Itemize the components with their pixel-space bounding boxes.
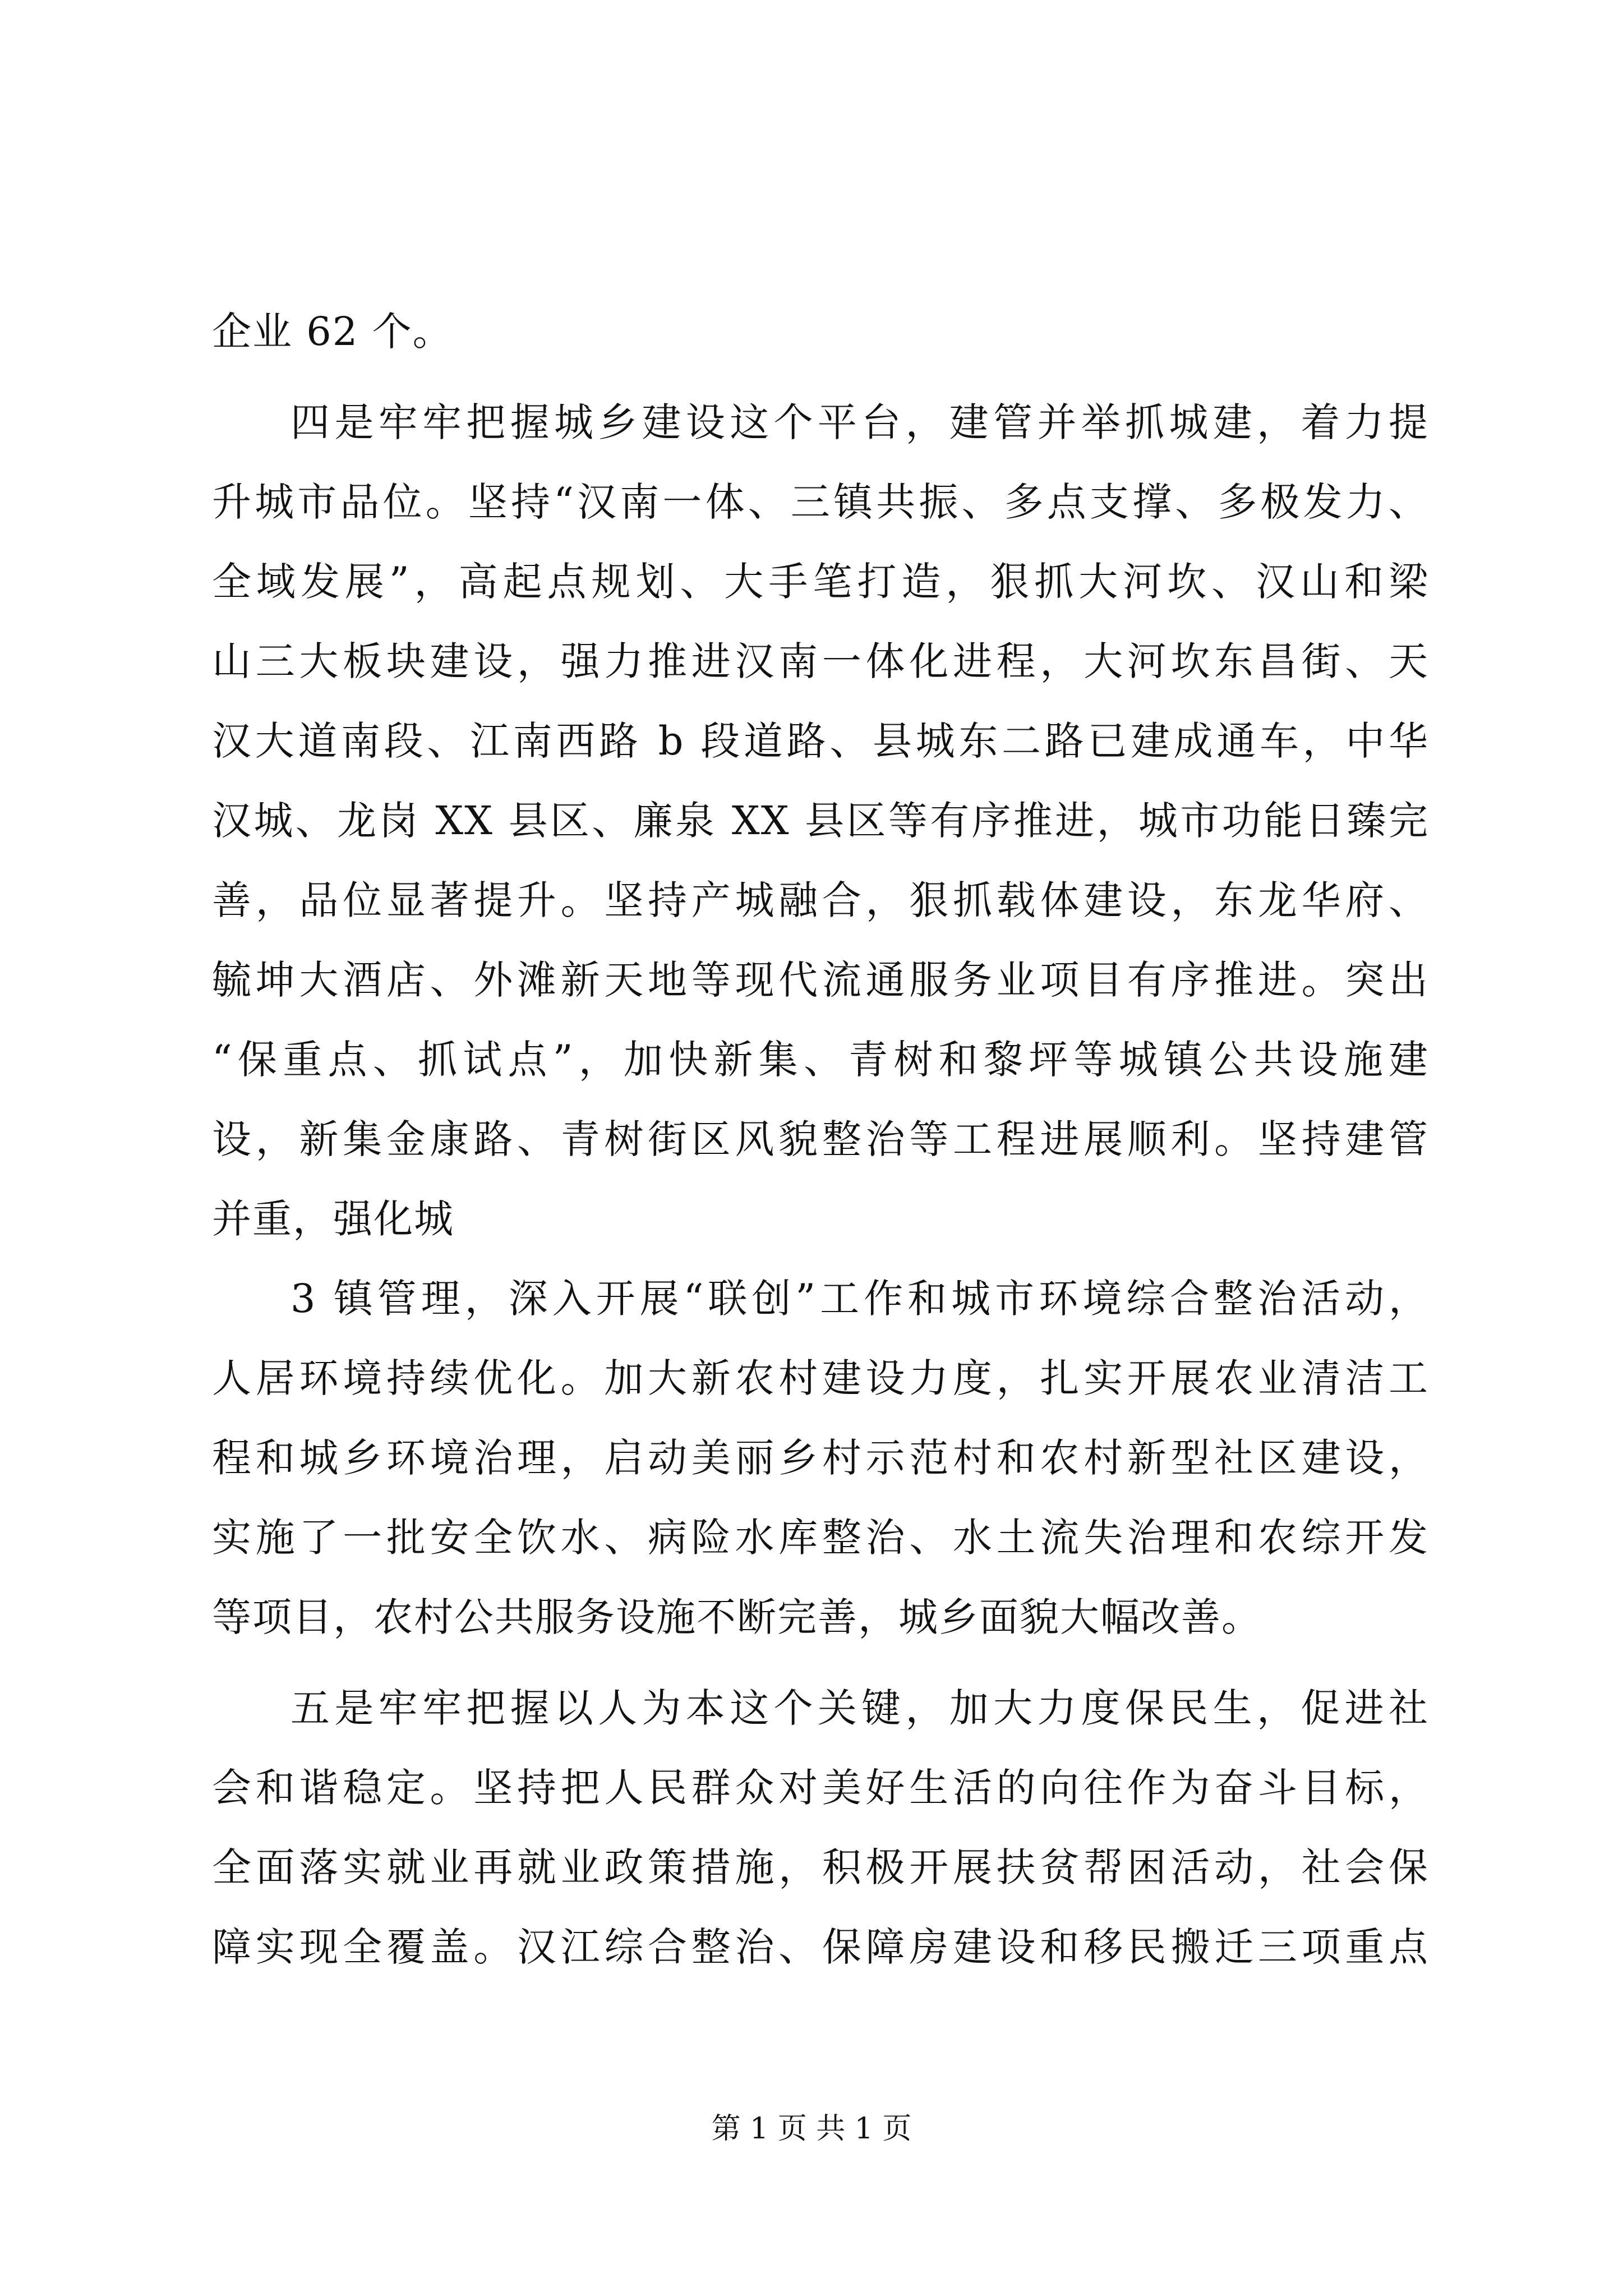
text-line: 人居环境持续优化。加大新农村建设力度，扎实开展农业清洁工 (212, 1355, 1429, 1401)
page-footer: 第 1 页 共 1 页 (711, 2112, 912, 2146)
paragraph-start-line: 3 镇管理，深入开展“联创”工作和城市环境综合整治活动， (291, 1276, 1429, 1322)
text-line: 山三大板块建设，强力推进汉南一体化进程，大河坎东昌街、天 (212, 638, 1429, 684)
text-line: 毓坤大酒店、外滩新天地等现代流通服务业项目有序推进。突出 (212, 957, 1429, 1003)
text-line: 汉大道南段、江南西路 b 段道路、县城东二路已建成通车，中华 (212, 718, 1429, 764)
text-line: 全域发展”，高起点规划、大手笔打造，狠抓大河坎、汉山和梁 (212, 559, 1429, 605)
text-line: 程和城乡环境治理，启动美丽乡村示范村和农村新型社区建设， (212, 1435, 1429, 1481)
text-line: 实施了一批安全饮水、病险水库整治、水土流失治理和农综开发 (212, 1515, 1429, 1561)
paragraph-start-line: 五是牢牢把握以人为本这个关键，加大力度保民生，促进社 (291, 1685, 1429, 1731)
text-line: 设，新集金康路、青树街区风貌整治等工程进展顺利。坚持建管 (212, 1116, 1429, 1162)
text-line: 升城市品位。坚持“汉南一体、三镇共振、多点支撑、多极发力、 (212, 479, 1429, 525)
text-line: 汉城、龙岗 XX 县区、廉泉 XX 县区等有序推进，城市功能日臻完 (212, 798, 1429, 844)
text-line: 障实现全覆盖。汉江综合整治、保障房建设和移民搬迁三项重点 (212, 1924, 1429, 1970)
text-line: 会和谐稳定。坚持把人民群众对美好生活的向往作为奋斗目标， (212, 1765, 1429, 1811)
text-line: “保重点、抓试点”，加快新集、青树和黎坪等城镇公共设施建 (212, 1037, 1429, 1083)
text-line: 并重，强化城 (212, 1196, 454, 1242)
text-line: 全面落实就业再就业政策措施，积极开展扶贫帮困活动，社会保 (212, 1844, 1429, 1890)
paragraph-start-line: 四是牢牢把握城乡建设这个平台，建管并举抓城建，着力提 (291, 399, 1429, 445)
text-line: 善，品位显著提升。坚持产城融合，狠抓载体建设，东龙华府、 (212, 877, 1429, 923)
body-text (212, 292, 1429, 1987)
text-line: 企业 62 个。 (212, 309, 453, 355)
text-line: 等项目，农村公共服务设施不断完善，城乡面貌大幅改善。 (212, 1594, 1262, 1640)
